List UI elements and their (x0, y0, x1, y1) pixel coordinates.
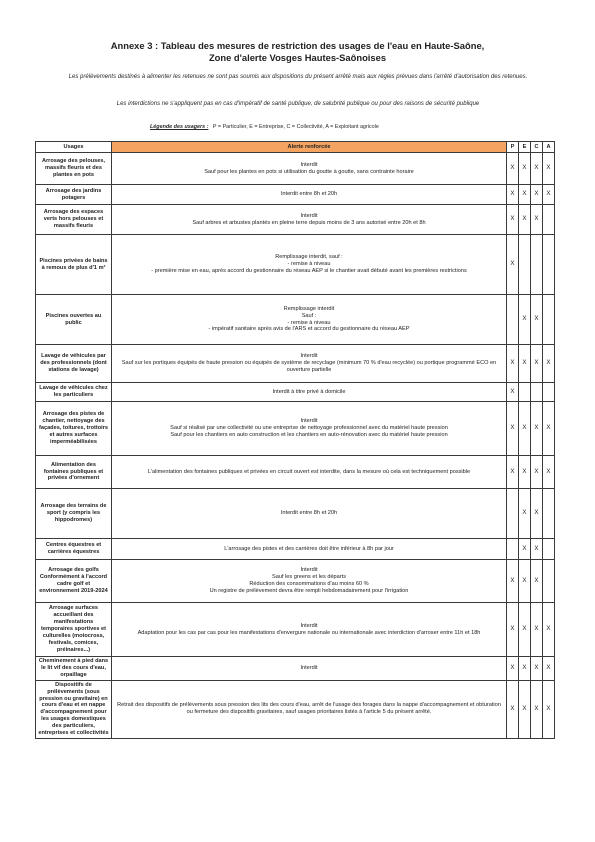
usage-cell: Lavage de véhicules chez les particuliers (36, 383, 112, 402)
flag-entreprise (519, 235, 531, 295)
flag-particulier: X (507, 680, 519, 738)
flag-collectivite: X (531, 402, 543, 456)
table-row (36, 185, 555, 205)
restriction-cell: L'alimentation des fontaines publiques et privées en circuit ouvert est interdite, dans la mesure où cela est techniquement possible (112, 456, 507, 489)
flag-collectivite (531, 235, 543, 295)
flag-particulier: X (507, 560, 519, 603)
restriction-cell: L'arrosage des pistes et des carrières doit être inférieur à 8h par jour (112, 539, 507, 560)
flag-collectivite: X (531, 539, 543, 560)
flag-agricole: X (543, 680, 555, 738)
flag-particulier (507, 295, 519, 345)
restrictions-table (35, 141, 555, 739)
restriction-cell: Interdit à titre privé à domicile (112, 383, 507, 402)
table-body (36, 153, 555, 739)
flag-collectivite: X (531, 456, 543, 489)
table-row (36, 539, 555, 560)
usage-cell: Dispositifs de prélèvements (sous pression ou gravitaire) en cours d'eau et en nappe d'accompagnement pour les usages domestiques des particuliers, entreprises et collectivités (36, 680, 112, 738)
table-row (36, 680, 555, 738)
flag-collectivite: X (531, 153, 543, 185)
flag-collectivite: X (531, 560, 543, 603)
flag-particulier: X (507, 235, 519, 295)
restriction-cell: Interdit Sauf sur les portiques équipés de haute pression ou équipés de système de recyclage (minimum 70 % d'eau recyclée) ou portique programmé ECO en ouverture partielle (112, 345, 507, 383)
flag-agricole (543, 539, 555, 560)
flag-entreprise: X (519, 680, 531, 738)
restriction-cell: Retrait des dispositifs de prélèvements sous pression des lits des cours d'eau, arrêt de l'usage des forages dans la nappe d'accompagnement et obturation ou fermeture des dispositifs gravitaires, sauf usages prioritaires listés à l'article 5 du présent arrêté. (112, 680, 507, 738)
flag-entreprise: X (519, 560, 531, 603)
table-header-row (36, 142, 555, 153)
table-row (36, 205, 555, 235)
flag-particulier: X (507, 153, 519, 185)
flag-collectivite: X (531, 489, 543, 539)
header-entreprise: E (519, 142, 531, 153)
flag-entreprise: X (519, 402, 531, 456)
flag-agricole (543, 383, 555, 402)
flag-particulier (507, 489, 519, 539)
header-agricole: A (543, 142, 555, 153)
header-usages: Usages (36, 142, 112, 153)
restriction-cell: Interdit Sauf les greens et les départs Réduction des consommations d'au moins 60 % Un registre de prélèvement devra être rempli hebdomadairement pour l'irrigation (112, 560, 507, 603)
intro-paragraph-retenues: Les prélèvements destinés à alimenter les retenues ne sont pas soumis aux dispositions du présent arrêté mais aux règles prévues dans l'arrêté d'autorisation des retenues. (68, 74, 528, 80)
usage-cell: Arrosage des jardins potagers (36, 185, 112, 205)
flag-particulier: X (507, 603, 519, 657)
flag-collectivite: X (531, 185, 543, 205)
flag-agricole (543, 205, 555, 235)
flag-collectivite (531, 383, 543, 402)
table-row (36, 383, 555, 402)
restriction-cell: Interdit Sauf arbres et arbustes plantés en pleine terre depuis moins de 3 ans autorisé entre 20h et 8h (112, 205, 507, 235)
restriction-cell: Interdit (112, 657, 507, 681)
flag-entreprise: X (519, 295, 531, 345)
usage-cell: Lavage de véhicules par des professionnels (dont stations de lavage) (36, 345, 112, 383)
table-row (36, 456, 555, 489)
table-row (36, 560, 555, 603)
flag-particulier: X (507, 657, 519, 681)
table-row (36, 345, 555, 383)
table-row (36, 603, 555, 657)
page-title (0, 40, 595, 64)
restriction-cell: Interdit Sauf pour les plantes en pots si utilisation du goutte à goutte, sans contrainte horaire (112, 153, 507, 185)
title-line-2: Zone d'alerte Vosges Hautes-Saônoises (208, 52, 387, 63)
flag-particulier: X (507, 205, 519, 235)
usage-cell: Centres équestres et carrières équestres (36, 539, 112, 560)
usage-cell: Cheminement à pied dans le lit vif des cours d'eau, orpaillage (36, 657, 112, 681)
table-row (36, 402, 555, 456)
flag-agricole (543, 560, 555, 603)
flag-agricole: X (543, 657, 555, 681)
usage-cell: Piscines privées de bains à remous de plus d'1 m³ (36, 235, 112, 295)
table-row (36, 235, 555, 295)
restriction-cell: Remplissage interdit, sauf : - remise à niveau - première mise en eau, après accord du gestionnaire du réseau AEP si le chantier avait débuté avant les premières restrictions (112, 235, 507, 295)
usage-cell: Arrosage des golfs Conformément à l'accord cadre golf et environnement 2019-2024 (36, 560, 112, 603)
flag-collectivite: X (531, 603, 543, 657)
flag-particulier (507, 539, 519, 560)
flag-entreprise: X (519, 657, 531, 681)
flag-collectivite: X (531, 680, 543, 738)
flag-particulier: X (507, 345, 519, 383)
flag-entreprise: X (519, 603, 531, 657)
header-alerte-renforcee: Alerte renforcée (112, 142, 507, 153)
flag-particulier: X (507, 402, 519, 456)
flag-entreprise: X (519, 489, 531, 539)
table-row (36, 153, 555, 185)
title-line-1: Annexe 3 : Tableau des mesures de restriction des usages de l'eau en Haute-Saône, (110, 40, 485, 51)
usage-cell: Arrosage des terrains de sport (y compris les hippodromes) (36, 489, 112, 539)
flag-entreprise (519, 383, 531, 402)
flag-entreprise: X (519, 345, 531, 383)
restriction-cell: Remplissage interdit Sauf : - remise à niveau - impératif sanitaire après avis de l'ARS et accord du gestionnaire du réseau AEP (112, 295, 507, 345)
flag-entreprise: X (519, 185, 531, 205)
flag-agricole: X (543, 456, 555, 489)
flag-agricole: X (543, 345, 555, 383)
table-row (36, 489, 555, 539)
flag-entreprise: X (519, 456, 531, 489)
flag-agricole: X (543, 185, 555, 205)
restriction-cell: Interdit Adaptation pour les cas par cas pour les manifestations d'envergure nationale ou internationale avec interdiction d'arroser entre 11h et 18h (112, 603, 507, 657)
usage-cell: Piscines ouvertes au public (36, 295, 112, 345)
table-row (36, 295, 555, 345)
usage-cell: Arrosage surfaces accueillant des manifestations temporaires sportives et culturelles (motocross, festivals, comices, préinaires...) (36, 603, 112, 657)
usage-cell: Alimentation des fontaines publiques et privées d'ornement (36, 456, 112, 489)
header-collectivite: C (531, 142, 543, 153)
flag-agricole: X (543, 603, 555, 657)
flag-agricole: X (543, 402, 555, 456)
restriction-cell: Interdit Sauf si réalisé par une collectivité ou une entreprise de nettoyage professionnel avec du matériel haute pression Sauf pour les chantiers en auto construction et les chantiers en auto-rénovation avec du matériel haute pression (112, 402, 507, 456)
flag-collectivite: X (531, 657, 543, 681)
usage-cell: Arrosage des pistes de chantier, nettoyage des façades, toitures, trottoirs et autres surfaces imperméabilisées (36, 402, 112, 456)
table-row (36, 657, 555, 681)
flag-entreprise: X (519, 539, 531, 560)
restriction-cell: Interdit entre 8h et 20h (112, 185, 507, 205)
flag-agricole (543, 489, 555, 539)
legend-text: P = Particulier, E = Entreprise, C = Collectivité, A = Exploitant agricole (212, 124, 379, 130)
flag-particulier: X (507, 456, 519, 489)
restriction-cell: Interdit entre 8h et 20h (112, 489, 507, 539)
flag-entreprise: X (519, 153, 531, 185)
header-particulier: P (507, 142, 519, 153)
usage-cell: Arrosage des espaces verts hors pelouses et massifs fleuris (36, 205, 112, 235)
flag-collectivite: X (531, 345, 543, 383)
flag-collectivite: X (531, 205, 543, 235)
usage-cell: Arrosage des pelouses, massifs fleuris et des plantes en pots (36, 153, 112, 185)
legend-label: Légende des usagers : (150, 124, 209, 130)
flag-entreprise: X (519, 205, 531, 235)
flag-agricole (543, 235, 555, 295)
flag-particulier: X (507, 185, 519, 205)
flag-collectivite: X (531, 295, 543, 345)
flag-agricole: X (543, 153, 555, 185)
users-legend (150, 124, 570, 131)
flag-agricole (543, 295, 555, 345)
intro-paragraph-exceptions: Les interdictions ne s'appliquent pas en cas d'impératif de santé publique, de salubrité publique ou pour des raisons de sécurité publique (116, 101, 480, 107)
flag-particulier: X (507, 383, 519, 402)
